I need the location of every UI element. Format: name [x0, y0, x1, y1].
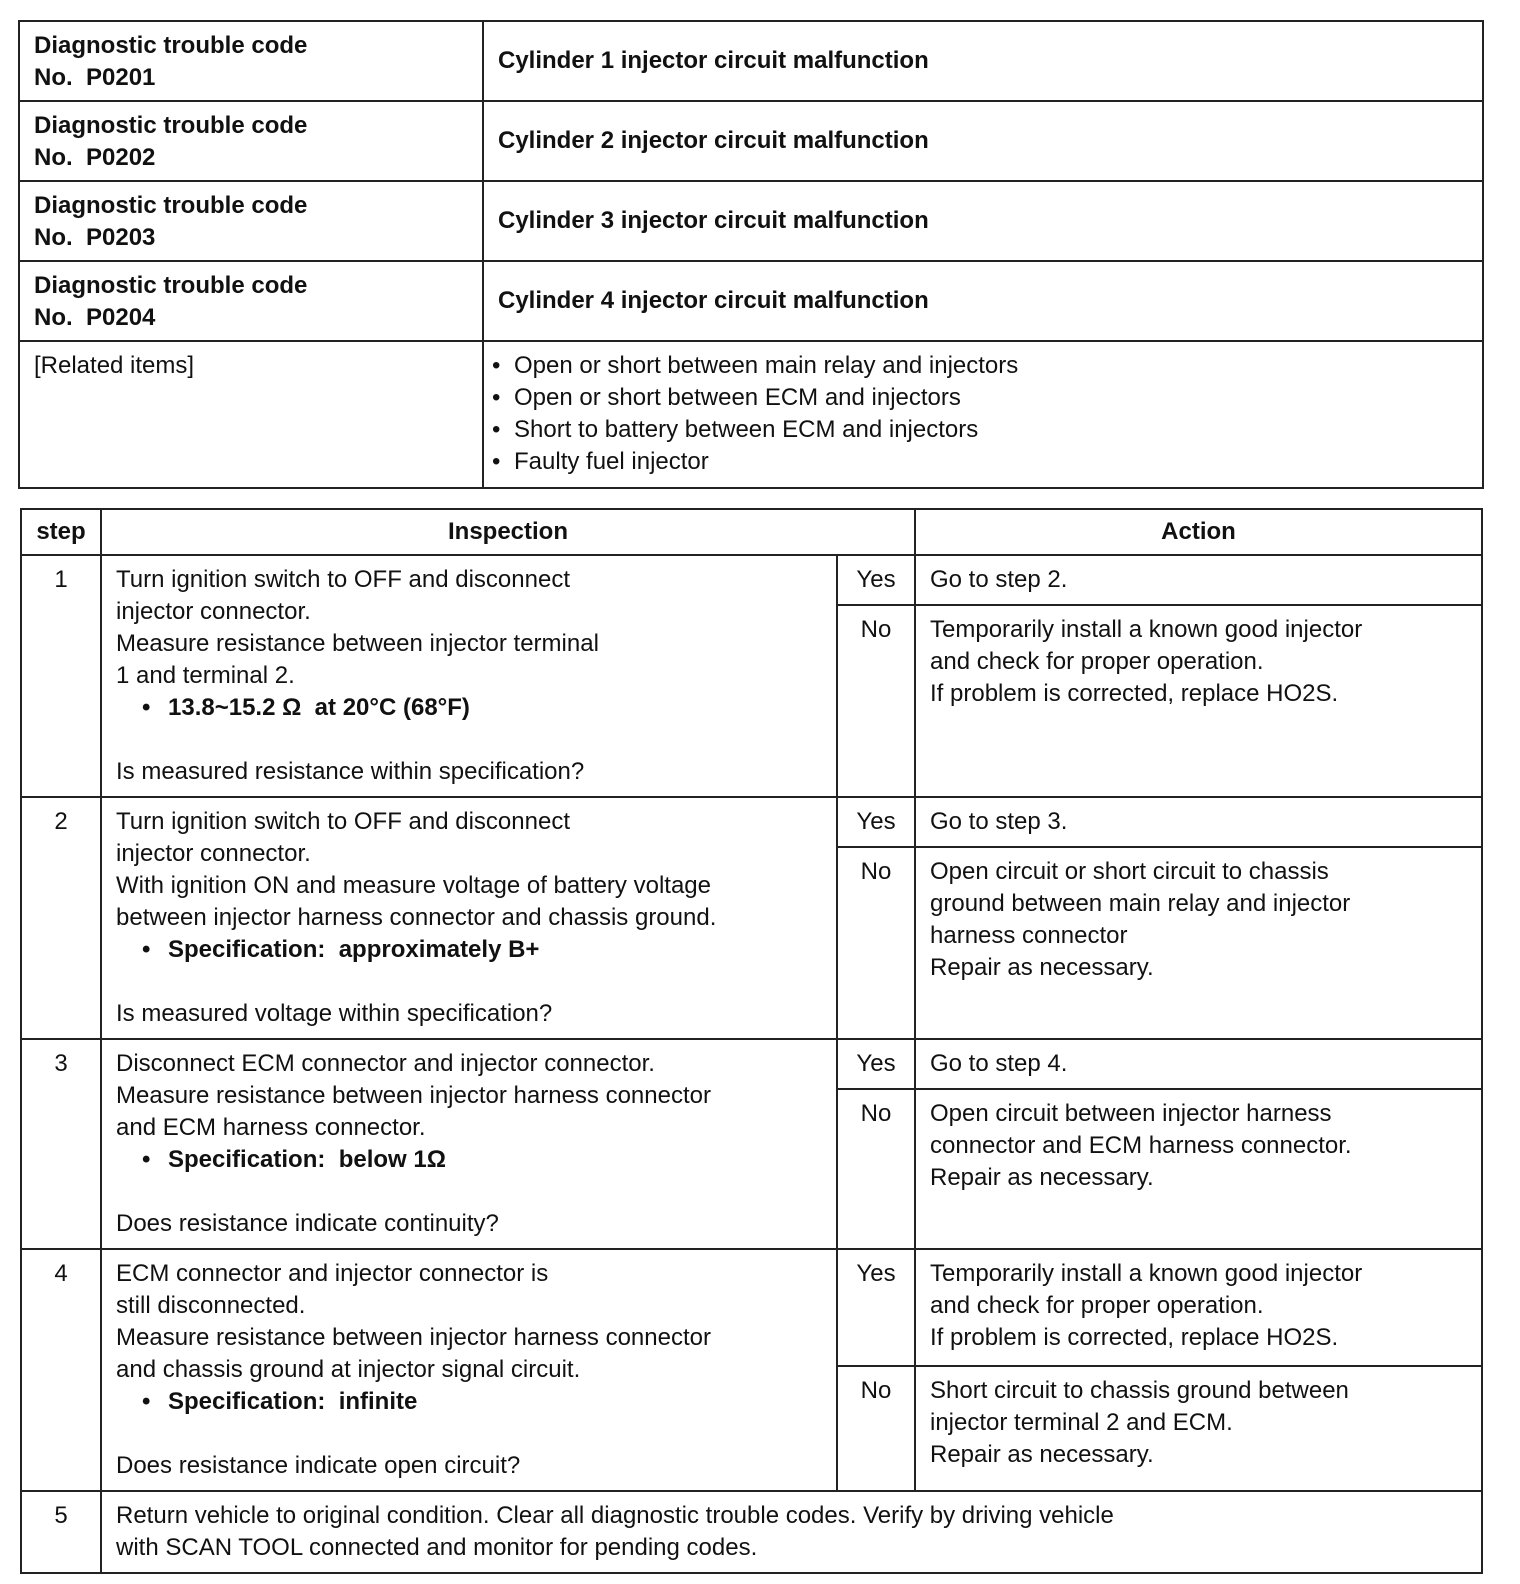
dtc-description: Cylinder 1 injector circuit malfunction — [483, 21, 1483, 101]
step-number: 1 — [21, 555, 101, 797]
step-number: 4 — [21, 1249, 101, 1491]
no-action — [915, 1366, 1482, 1491]
header-action: Action — [915, 509, 1482, 555]
dtc-code: No. P0202 — [34, 144, 156, 171]
inspection-line: Turn ignition switch to OFF and disconnect — [116, 566, 570, 593]
action-line: injector terminal 2 and ECM. — [930, 1408, 1233, 1436]
yes-label: Yes — [837, 1249, 915, 1366]
step-number: 2 — [21, 797, 101, 1039]
action-line: If problem is corrected, replace HO2S. — [930, 680, 1339, 707]
inspection-steps-table — [20, 508, 1483, 1574]
steps-header-row — [21, 509, 1482, 555]
inspection-line: ECM connector and injector connector is — [116, 1260, 549, 1287]
dtc-row — [19, 261, 1483, 341]
action-line: Temporarily install a known good injector — [930, 616, 1363, 643]
step-number: 3 — [21, 1039, 101, 1249]
inspection-question: Is measured voltage within specification? — [116, 1000, 553, 1027]
inspection-line: Disconnect ECM connector and injector connector. — [116, 1050, 655, 1077]
step-inspection — [101, 797, 837, 1039]
related-items-cell — [483, 341, 1483, 488]
related-items-label: [Related items] — [19, 341, 483, 488]
action-line: connector and ECM harness connector. — [930, 1132, 1352, 1160]
yes-label: Yes — [837, 797, 915, 847]
action-line: Open circuit or short circuit to chassis — [930, 858, 1329, 885]
action-line: Go to step 2. — [930, 566, 1068, 593]
step-row-final — [21, 1491, 1482, 1573]
no-label: No — [837, 605, 915, 797]
inspection-question: Does resistance indicate open circuit? — [116, 1452, 521, 1479]
inspection-line: and ECM harness connector. — [116, 1114, 426, 1141]
step-inspection — [101, 1249, 837, 1491]
inspection-line: Measure resistance between injector harness connector — [116, 1082, 711, 1109]
no-label: No — [837, 1089, 915, 1249]
dtc-code-cell — [19, 181, 483, 261]
dtc-code-cell — [19, 21, 483, 101]
dtc-label: Diagnostic trouble code — [34, 32, 308, 59]
action-line: Short circuit to chassis ground between — [930, 1376, 1349, 1404]
inspection-line: Measure resistance between injector harness connector — [116, 1324, 711, 1351]
dtc-row — [19, 101, 1483, 181]
no-label: No — [837, 1366, 915, 1491]
dtc-code-cell — [19, 101, 483, 181]
inspection-line: Measure resistance between injector terminal — [116, 630, 599, 657]
dtc-description: Cylinder 4 injector circuit malfunction — [483, 261, 1483, 341]
step-inspection — [101, 555, 837, 797]
related-item: • Open or short between main relay and injectors — [514, 350, 1482, 382]
inspection-line: injector connector. — [116, 840, 311, 867]
inspection-line: and chassis ground at injector signal circuit. — [116, 1356, 581, 1383]
action-line: Go to step 4. — [930, 1050, 1068, 1077]
header-inspection: Inspection — [101, 509, 915, 555]
no-action — [915, 847, 1482, 1039]
step-row-yes — [21, 555, 1482, 605]
dtc-label: Diagnostic trouble code — [34, 192, 308, 219]
inspection-question: Does resistance indicate continuity? — [116, 1210, 499, 1237]
yes-action — [915, 797, 1482, 847]
dtc-table — [18, 20, 1484, 489]
step-number: 5 — [21, 1491, 101, 1573]
related-item: • Faulty fuel injector — [514, 446, 1482, 478]
header-step: step — [21, 509, 101, 555]
dtc-row — [19, 181, 1483, 261]
action-line: ground between main relay and injector — [930, 890, 1351, 917]
action-line: Go to step 3. — [930, 808, 1068, 835]
yes-action — [915, 1039, 1482, 1089]
yes-action — [915, 1249, 1482, 1366]
step-inspection — [101, 1039, 837, 1249]
inspection-line: Turn ignition switch to OFF and disconnect — [116, 808, 570, 835]
final-step-line: Return vehicle to original condition. Clear all diagnostic trouble codes. Verify by driving vehicle — [116, 1502, 1114, 1529]
no-action — [915, 605, 1482, 797]
yes-action — [915, 555, 1482, 605]
action-line: Temporarily install a known good injector — [930, 1260, 1363, 1287]
final-step-line: with SCAN TOOL connected and monitor for pending codes. — [116, 1534, 758, 1561]
related-item: • Short to battery between ECM and injectors — [514, 414, 1482, 446]
step-row-yes — [21, 797, 1482, 847]
specification: • Specification: below 1Ω — [116, 1144, 822, 1176]
action-line: and check for proper operation. — [930, 648, 1264, 675]
inspection-line: 1 and terminal 2. — [116, 662, 295, 689]
dtc-label: Diagnostic trouble code — [34, 272, 308, 299]
no-action — [915, 1089, 1482, 1249]
specification: • Specification: infinite — [116, 1386, 822, 1418]
inspection-question: Is measured resistance within specification? — [116, 758, 585, 785]
specification: • 13.8~15.2 Ω at 20°C (68°F) — [116, 692, 822, 724]
step-row-yes — [21, 1249, 1482, 1366]
step-row-yes — [21, 1039, 1482, 1089]
final-step-text — [101, 1491, 1482, 1573]
dtc-code: No. P0204 — [34, 304, 156, 331]
action-line: Repair as necessary. — [930, 954, 1154, 981]
yes-label: Yes — [837, 1039, 915, 1089]
dtc-code: No. P0203 — [34, 224, 156, 251]
action-line: Repair as necessary. — [930, 1164, 1154, 1192]
inspection-line: With ignition ON and measure voltage of battery voltage — [116, 872, 711, 899]
inspection-line: still disconnected. — [116, 1292, 306, 1319]
dtc-description: Cylinder 3 injector circuit malfunction — [483, 181, 1483, 261]
action-line: and check for proper operation. — [930, 1292, 1264, 1319]
inspection-line: injector connector. — [116, 598, 311, 625]
no-label: No — [837, 847, 915, 1039]
dtc-row — [19, 21, 1483, 101]
related-item: • Open or short between ECM and injectors — [514, 382, 1482, 414]
dtc-label: Diagnostic trouble code — [34, 112, 308, 139]
related-items-list — [484, 350, 1482, 478]
action-line: Repair as necessary. — [930, 1440, 1154, 1468]
action-line: Open circuit between injector harness — [930, 1100, 1332, 1128]
inspection-line: between injector harness connector and chassis ground. — [116, 904, 717, 931]
dtc-description: Cylinder 2 injector circuit malfunction — [483, 101, 1483, 181]
dtc-code-cell — [19, 261, 483, 341]
specification: • Specification: approximately B+ — [116, 934, 822, 966]
action-line: If problem is corrected, replace HO2S. — [930, 1324, 1339, 1351]
related-items-row — [19, 341, 1483, 488]
action-line: harness connector — [930, 922, 1128, 949]
yes-label: Yes — [837, 555, 915, 605]
dtc-code: No. P0201 — [34, 64, 156, 91]
